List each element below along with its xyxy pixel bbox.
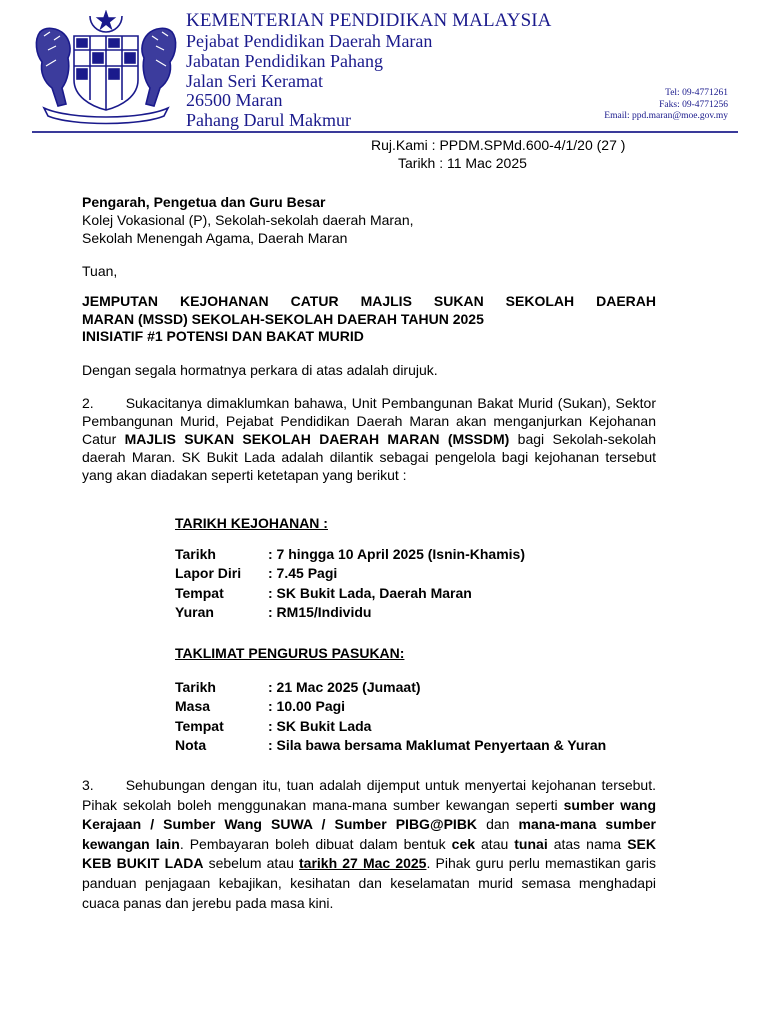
email-address: Email: ppd.maran@moe.gov.my (604, 111, 728, 121)
paragraph-3: 3. Sehubungan dengan itu, tuan adalah dijemput untuk menyertai kejohanan tersebut. Pihak sekolah boleh menggunakan mana-mana sumber kewangan seperti sumber wang Kerajaan / Sumber Wang SUWA / Sumber PIBG@PIBK dan mana-mana sumber kewangan lain. Pembayaran boleh dibuat dalam bentuk cek atau tunai atas nama SEK KEB BUKIT LADA sebelum atau tarikh 27 Mac 2025. Pihak guru perlu memastikan garis panduan penjagaan kebajikan, kesihatan dan keselamatan murid semasa menghadapi cuaca panas dan jerebu pada masa kini. (82, 777, 656, 911)
table-row: Tempat : SK Bukit Lada, Daerah Maran (175, 584, 472, 601)
table-row: Tarikh : 7 hingga 10 April 2025 (Isnin-Khamis) (175, 546, 525, 562)
reference-block (371, 136, 625, 172)
subject-line: JEMPUTAN KEJOHANAN CATUR MAJLIS SUKAN SEKOLAH DAERAH (82, 293, 656, 309)
letterhead-divider (32, 131, 738, 133)
telephone-number: Tel: 09-4771261 (665, 88, 728, 98)
postcode-city: 26500 Maran (186, 90, 283, 111)
paragraph-number: 3. (82, 777, 94, 793)
tournament-details-table (175, 545, 525, 622)
table-row: Lapor Diri : 7.45 Pagi (175, 565, 338, 582)
table-row: Tempat : SK Bukit Lada (175, 717, 372, 734)
contact-block (604, 88, 728, 123)
recipient-block (82, 193, 414, 247)
coat-of-arms-logo (30, 10, 182, 125)
street-address: Jalan Seri Keramat (186, 70, 323, 91)
letterhead (186, 10, 552, 131)
payee-name: SEK KEB BUKIT LADA (82, 835, 656, 872)
payment-deadline: tarikh 27 Mac 2025 (299, 855, 427, 872)
subject-heading (82, 293, 656, 346)
table-row: Nota : Sila bawa bersama Maklumat Penyertaan & Yuran (175, 736, 607, 753)
subject-line: INISIATIF #1 POTENSI DAN BAKAT MURID (82, 328, 364, 344)
paragraph-number: 2. (82, 395, 94, 411)
subject-line: MARAN (MSSD) SEKOLAH-SEKOLAH DAERAH TAHUN 2025 (82, 310, 484, 327)
our-reference: Ruj.Kami : PPDM.SPMd.600-4/1/20 (27 ) (371, 137, 626, 153)
state-name: Pahang Darul Makmur (186, 110, 351, 131)
department-name: Jabatan Pendidikan Pahang (186, 50, 383, 71)
table-row: Masa : 10.00 Pagi (175, 698, 346, 715)
recipient-line: Sekolah Menengah Agama, Daerah Maran (82, 230, 348, 246)
letter-date: Tarikh : 11 Mac 2025 (398, 155, 527, 171)
briefing-heading: TAKLIMAT PENGURUS PASUKAN: (175, 645, 405, 661)
table-row: Yuran : RM15/Individu (175, 603, 372, 620)
intro-text: Dengan segala hormatnya perkara di atas adalah dirujuk. (82, 362, 438, 378)
office-name: Pejabat Pendidikan Daerah Maran (186, 31, 433, 51)
salutation: Tuan, (82, 263, 118, 279)
tournament-heading: TARIKH KEJOHANAN : (175, 515, 328, 531)
recipient-line: Kolej Vokasional (P), Sekolah-sekolah daerah Maran, (82, 212, 414, 228)
paragraph-2: 2. Sukacitanya dimaklumkan bahawa, Unit Pembangunan Bakat Murid (Sukan), Sektor Pembangunan Murid, Pejabat Pendidikan Daerah Maran akan menganjurkan Kejohanan Catur MAJLIS SUKAN SEKOLAH DAERAH MARAN (MSSDM) bagi Sekolah-sekolah daerah Maran. SK Bukit Lada adalah dilantik sebagai pengelola bagi kejohanan tersebut yang akan diadakan seperti ketetapan yang berikut : (82, 395, 656, 483)
fax-number: Faks: 09-4771256 (659, 99, 728, 110)
recipient-title: Pengarah, Pengetua dan Guru Besar (82, 194, 326, 210)
table-row: Tarikh : 21 Mac 2025 (Jumaat) (175, 679, 421, 695)
ministry-name: KEMENTERIAN PENDIDIKAN MALAYSIA (186, 10, 552, 31)
briefing-details-table (175, 678, 606, 755)
